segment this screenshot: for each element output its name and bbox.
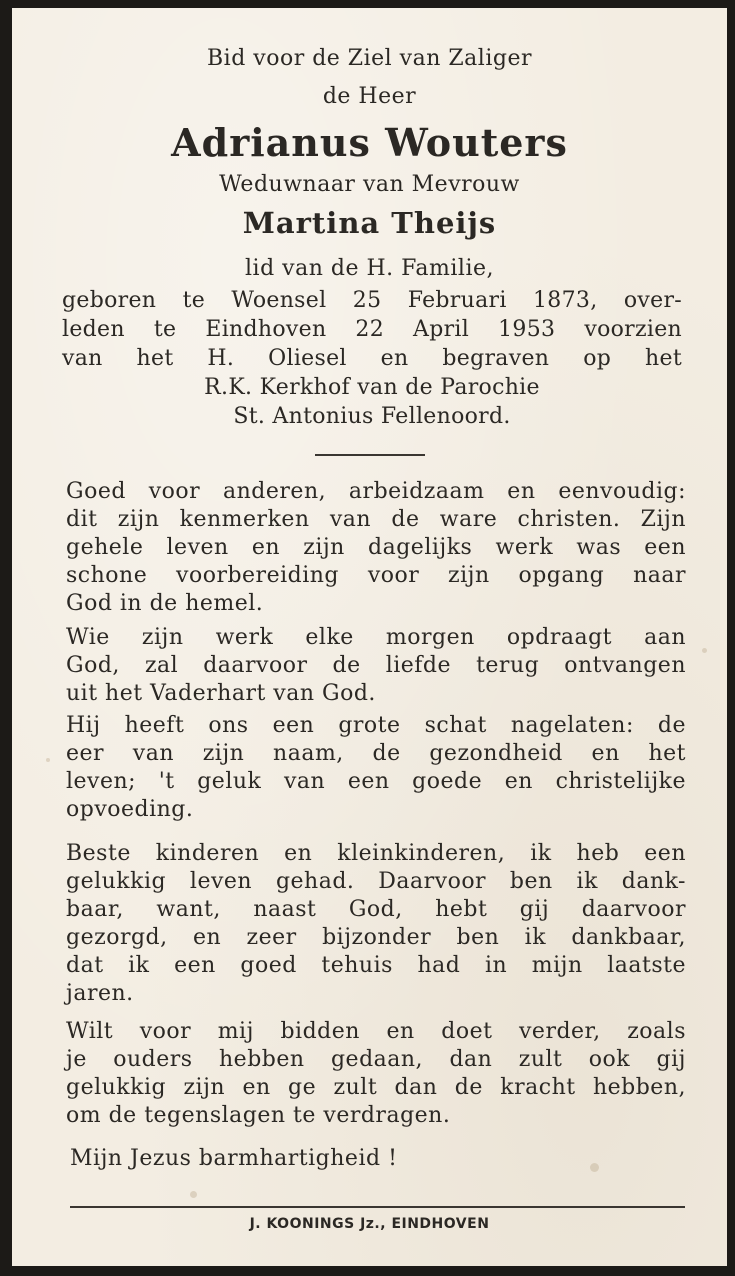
paragraph-2 [66,624,686,708]
closing-prayer: Mijn Jezus barmhartigheid ! [70,1146,398,1171]
body-line: gezorgd, en zeer bijzonder ben ik dankbaar, [66,925,686,950]
bio-line: R.K. Kerkhof van de Parochie [204,375,540,400]
body-line: God, zal daarvoor de liefde terug ontvangen [66,653,686,678]
body-line: schone voorbereiding voor zijn opgang naar [66,563,686,588]
body-line: jaren. [66,981,134,1006]
body-line: gelukkig zijn en ge zult dan de kracht hebben, [66,1075,686,1100]
body-line: God in de hemel. [66,591,264,616]
body-line: Hij heeft ons een grote schat nagelaten: de [66,713,686,738]
body-line: om de tegenslagen te verdragen. [66,1103,451,1128]
body-line: Goed voor anderen, arbeidzaam en eenvoudig: [66,479,686,504]
paragraph-1 [66,478,686,618]
intro-line-1: Bid voor de Ziel van Zaliger [207,46,532,71]
footer-divider [70,1206,685,1208]
paper-speck [46,758,50,762]
paragraph-3 [66,712,686,824]
intro-line-2: de Heer [322,84,417,109]
printer-credit: J. KOONINGS Jz., EINDHOVEN [249,1216,490,1232]
body-line: je ouders hebben gedaan, dan zult ook gij [66,1047,686,1072]
bio-line: leden te Eindhoven 22 April 1953 voorzien [62,317,682,342]
body-line: gehele leven en zijn dagelijks werk was een [66,535,686,560]
bio-line: van het H. Oliesel en begraven op het [62,346,682,371]
header-divider [315,454,425,456]
bio-block [62,286,682,431]
bio-line: St. Antonius Fellenoord. [233,404,511,429]
paper-speck [702,648,707,653]
paragraph-5 [66,1018,686,1130]
body-line: dit zijn kenmerken van de ware christen. Zijn [66,507,686,532]
body-line: baar, want, naast God, hebt gij daarvoor [66,897,686,922]
spouse-name: Martina Theijs [242,206,497,240]
body-line: Wie zijn werk elke morgen opdraagt aan [66,625,686,650]
body-line: uit het Vaderhart van God. [66,681,376,706]
body-line: opvoeding. [66,797,194,822]
body-line: dat ik een goed tehuis had in mijn laatste [66,953,686,978]
body-line: eer van zijn naam, de gezondheid en het [66,741,686,766]
body-line: leven; 't geluk van een goede en christelijke [66,769,686,794]
bio-line: geboren te Woensel 25 Februari 1873, over- [62,288,682,313]
membership-line: lid van de H. Familie, [245,256,494,281]
body-line: gelukkig leven gehad. Daarvoor ben ik dank- [66,869,686,894]
body-line: Wilt voor mij bidden en doet verder, zoals [66,1019,686,1044]
spouse-intro: Weduwnaar van Mevrouw [219,172,520,197]
paragraph-4 [66,840,686,1008]
deceased-name: Adrianus Wouters [171,120,568,165]
body-line: Beste kinderen en kleinkinderen, ik heb een [66,841,686,866]
card-paper [12,8,727,1266]
paper-speck [190,1191,197,1198]
paper-speck [590,1163,599,1172]
